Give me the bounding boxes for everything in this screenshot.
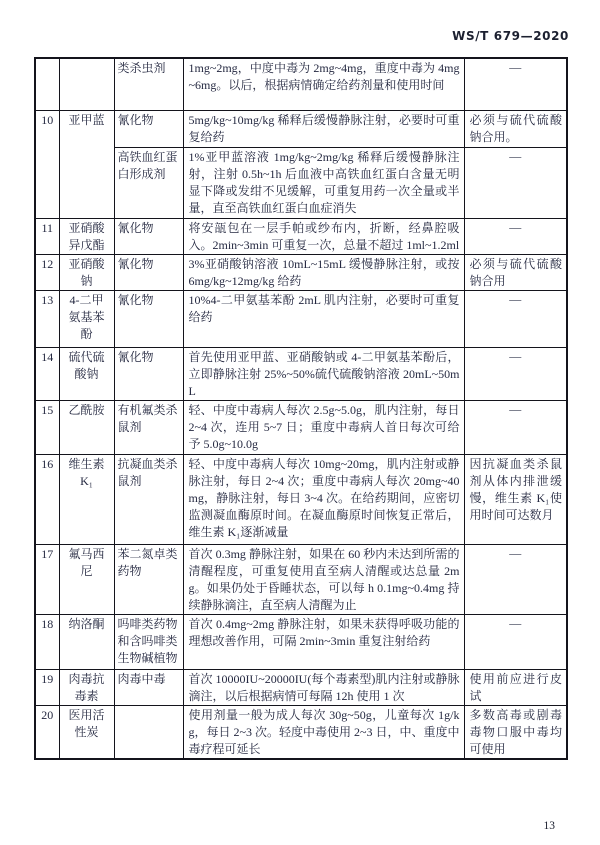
cell-note: 多数高毒或剧毒毒物口服中毒均可使用 [464,705,567,759]
page-number: 13 [543,820,555,832]
cell-usage: 1%亚甲蓝溶液 1mg/kg~2mg/kg 稀释后缓慢静脉注射，注射 0.5h~1h 后血液中高铁血红蛋白含量无明显下降或发绀不见缓解，可重复用药一次全量或半量，直至高铁血红蛋白血症消失 [183,147,464,218]
cell-drug-name: 亚硝酸异戊酯 [59,218,114,254]
cell-poison-type: 氰化物 [114,254,183,290]
cell-drug-name: 纳洛酮 [59,614,114,669]
cell-usage: 将安瓿包在一层手帕或纱布内，折断，经鼻腔吸入。2min~3min 可重复一次，总量不超过 1ml~1.2ml [183,218,464,254]
cell-note: 必须与硫代硫酸钠合用 [464,254,567,290]
cell-drug-name: 医用活性炭 [59,705,114,759]
cell-drug-name: 维生素K₁ [59,454,114,544]
antidote-table [34,57,568,760]
cell-usage: 首次 0.3mg 静脉注射，如果在 60 秒内未达到所需的清醒程度，可重复使用直至病人清醒或达总量 2mg。如果仍处于昏睡状态，可以每 h 0.1mg~0.4mg 持续静脉滴注，直至病人清醒为止 [183,544,464,614]
cell-note: 因抗凝血类杀鼠剂从体内排泄缓慢，维生素 K₁使用时间可达数月 [464,454,567,544]
cell-usage: 5mg/kg~10mg/kg 稀释后缓慢静脉注射，必要时可重复给药 [183,110,464,147]
cell-usage: 轻、中度中毒病人每次 10mg~20mg，肌内注射或静脉注射，每日 2~4 次；重度中毒病人每次 20mg~40mg，静脉注射，每日 3~4 次。在给药期间，应密切监测凝血酶原时间。在凝血酶原时间恢复正常后，维生素 K₁逐渐减量 [183,454,464,544]
table-row [35,400,567,454]
cell-note: — [464,58,567,110]
cell-row-no: 19 [35,669,59,705]
cell-note: — [464,614,567,669]
table-row [35,58,567,110]
cell-row-no: 16 [35,454,59,544]
cell-usage: 首次 10000IU~20000IU(每个毒素型)肌内注射或静脉滴注，以后根据病情可每隔 12h 使用 1 次 [183,669,464,705]
table-row [35,254,567,290]
table-row [35,218,567,254]
cell-row-no: 15 [35,400,59,454]
cell-row-no: 12 [35,254,59,290]
cell-poison-type: 抗凝血类杀鼠剂 [114,454,183,544]
table-row [35,147,567,218]
cell-poison-type [114,705,183,759]
cell-poison-type: 高铁血红蛋白形成剂 [114,147,183,218]
cell-usage: 1mg~2mg，中度中毒为 2mg~4mg，重度中毒为 4mg~6mg。以后，根据病情确定给药剂量和使用时间 [183,58,464,110]
cell-drug-name: 4-二甲氨基苯酚 [59,290,114,347]
cell-row-no [35,58,59,110]
cell-row-no: 17 [35,544,59,614]
table-row [35,347,567,400]
cell-note: — [464,147,567,218]
table-row [35,614,567,669]
cell-row-no: 14 [35,347,59,400]
cell-row-no: 18 [35,614,59,669]
cell-poison-type: 氰化物 [114,218,183,254]
cell-row-no: 20 [35,705,59,759]
cell-usage: 使用剂量一般为成人每次 30g~50g，儿童每次 1g/kg，每日 2~3 次。轻度中毒使用 2~3 日，中、重度中毒疗程可延长 [183,705,464,759]
cell-drug-name: 肉毒抗毒素 [59,669,114,705]
cell-row-no: 11 [35,218,59,254]
cell-note: — [464,218,567,254]
cell-drug-name: 乙酰胺 [59,400,114,454]
cell-note: — [464,347,567,400]
cell-usage: 轻、中度中毒病人每次 2.5g~5.0g，肌内注射，每日 2~4 次，连用 5~7 日；重度中毒病人首日每次可给予 5.0g~10.0g [183,400,464,454]
cell-usage: 首先使用亚甲蓝、亚硝酸钠或 4-二甲氨基苯酚后，立即静脉注射 25%~50%硫代硫酸钠溶液 20mL~50mL [183,347,464,400]
cell-drug-name [59,58,114,110]
cell-row-no: 10 [35,110,59,218]
table-row [35,110,567,147]
table-row [35,544,567,614]
table-row [35,705,567,759]
cell-drug-name: 氟马西尼 [59,544,114,614]
cell-poison-type: 有机氟类杀鼠剂 [114,400,183,454]
table-row [35,669,567,705]
cell-drug-name: 亚硝酸钠 [59,254,114,290]
cell-poison-type: 吗啡类药物和含吗啡类生物碱植物 [114,614,183,669]
cell-drug-name: 硫代硫酸钠 [59,347,114,400]
cell-note: — [464,290,567,347]
cell-poison-type: 苯二氮卓类药物 [114,544,183,614]
cell-note: — [464,544,567,614]
cell-poison-type: 氰化物 [114,110,183,147]
cell-row-no: 13 [35,290,59,347]
cell-drug-name: 亚甲蓝 [59,110,114,218]
table-row [35,290,567,347]
cell-usage: 首次 0.4mg~2mg 静脉注射，如果未获得呼吸功能的理想改善作用，可隔 2min~3min 重复注射给药 [183,614,464,669]
cell-usage: 3%亚硝酸钠溶液 10mL~15mL 缓慢静脉注射，或按 6mg/kg~12mg/kg 给药 [183,254,464,290]
cell-poison-type: 氰化物 [114,290,183,347]
cell-note: 必须与硫代硫酸钠合用。 [464,110,567,147]
standard-number-header: WS/T 679—2020 [452,29,569,43]
cell-usage: 10%4-二甲氨基苯酚 2mL 肌内注射，必要时可重复给药 [183,290,464,347]
table-row [35,454,567,544]
cell-note: 使用前应进行皮试 [464,669,567,705]
cell-poison-type: 氰化物 [114,347,183,400]
cell-note: — [464,400,567,454]
cell-poison-type: 肉毒中毒 [114,669,183,705]
cell-poison-type: 类杀虫剂 [114,58,183,110]
